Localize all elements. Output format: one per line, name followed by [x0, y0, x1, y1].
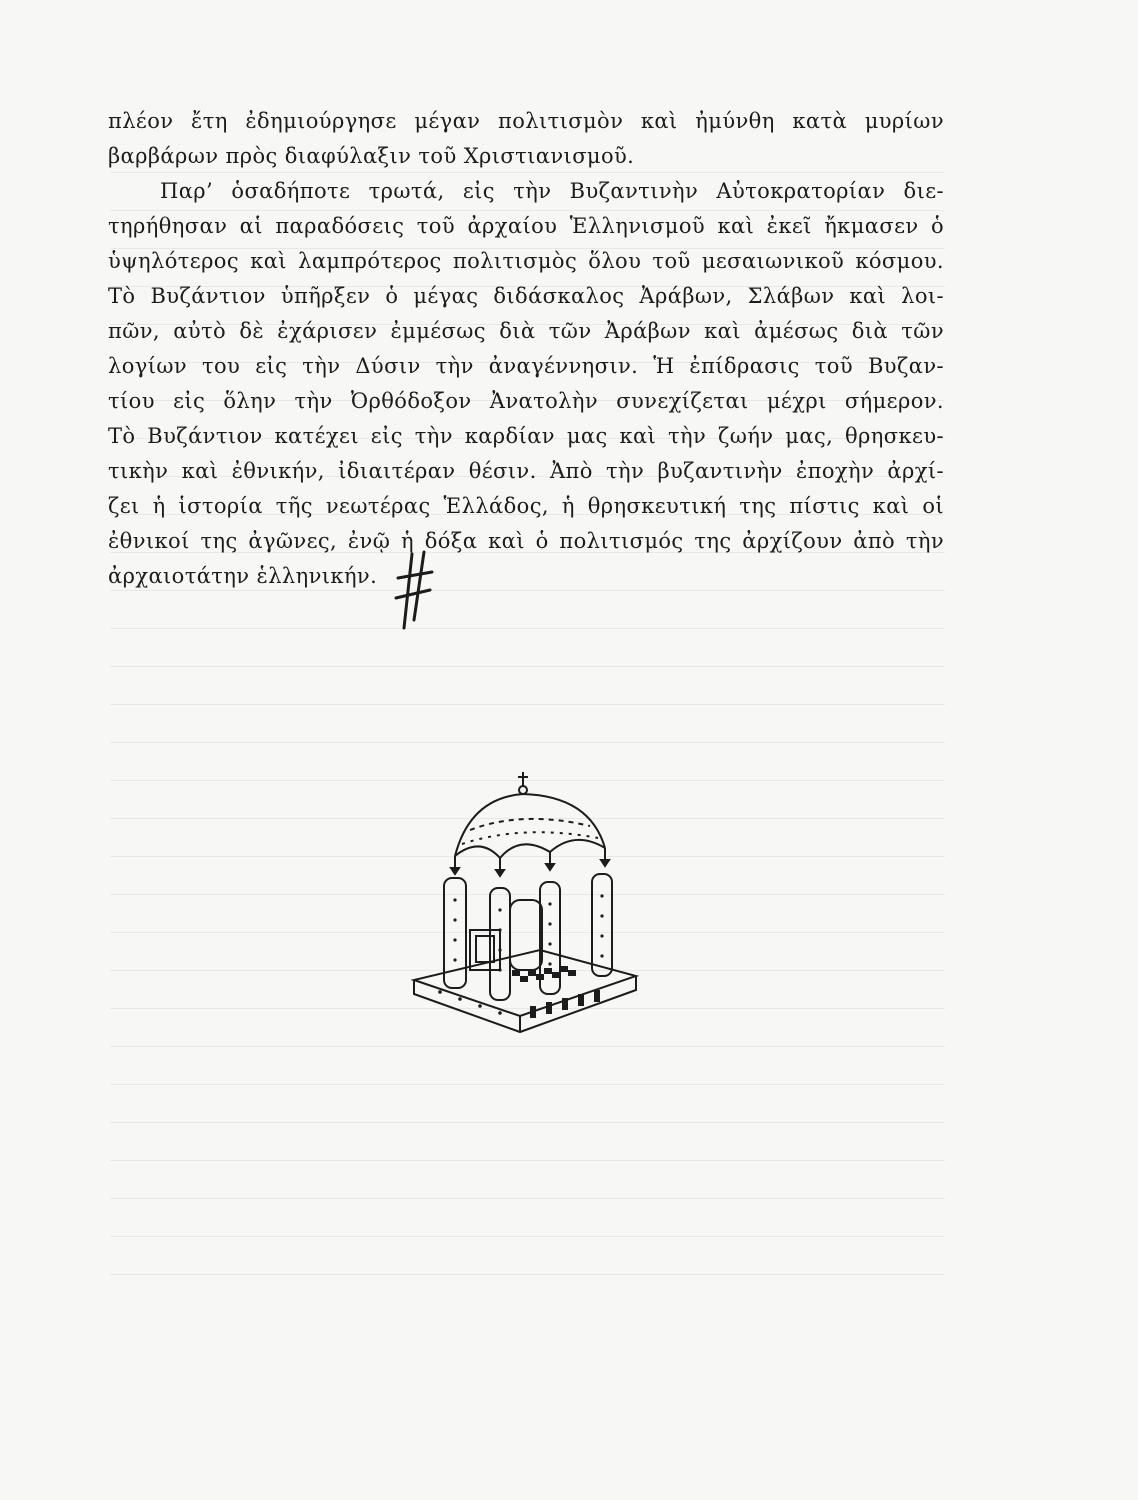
text-line: Παρ’ ὁσαδήποτε τρωτά, εἰς τὴν Βυζαντινὴν Αὐτοκρατορίαν διε- [160, 179, 944, 203]
text-line: τηρήθησαν αἱ παραδόσεις τοῦ ἀρχαίου Ἑλληνισμοῦ καὶ ἐκεῖ ἤκμασεν ὁ [108, 214, 944, 238]
text-line: Τὸ Βυζάντιον κατέχει εἰς τὴν καρδίαν μας καὶ τὴν ζωήν μας, θρησκευ- [108, 424, 944, 448]
text-line: λογίων του εἰς τὴν Δύσιν τὴν ἀναγέννησιν. Ἡ ἐπίδρασις τοῦ Βυζαν- [108, 354, 944, 378]
text-line: ὑψηλότερος καὶ λαμπρότερος πολιτισμὸς ὅλου τοῦ μεσαιωνικοῦ κόσμου. [108, 249, 944, 273]
byzantine-canopy-throne-icon [400, 770, 640, 1040]
paragraph-1 [108, 104, 944, 174]
body-text [108, 104, 944, 594]
text-line: ἀρχαιοτάτην ἑλληνικήν. [108, 564, 378, 588]
text-line: τικὴν καὶ ἐθνικήν, ἰδιαιτέραν θέσιν. Ἀπὸ τὴν βυζαντινὴν ἐποχὴν ἀρχί- [108, 459, 944, 483]
text-line: πῶν, αὐτὸ δὲ ἐχάρισεν ἐμμέσως διὰ τῶν Ἀράβων καὶ ἀμέσως διὰ τῶν [108, 319, 944, 343]
text-line: Τὸ Βυζάντιον ὑπῆρξεν ὁ μέγας διδάσκαλος Ἀράβων, Σλάβων καὶ λοι- [108, 284, 944, 308]
text-line: ζει ἡ ἱστορία τῆς νεωτέρας Ἑλλάδος, ἡ θρησκευτική της πίστις καὶ οἱ [108, 494, 944, 518]
text-line: ἐθνικοί της ἀγῶνες, ἐνῷ ἡ δόξα καὶ ὁ πολιτισμός της ἀρχίζουν ἀπὸ τὴν [108, 529, 944, 553]
handwritten-hash-mark-icon [392, 548, 436, 634]
paragraph-2 [108, 174, 944, 594]
text-line: πλέον ἔτη ἐδημιούργησε μέγαν πολιτισμὸν καὶ ἠμύνθη κατὰ μυρίων [108, 109, 944, 133]
text-line: τίου εἰς ὅλην τὴν Ὀρθόδοξον Ἀνατολὴν συνεχίζεται μέχρι σήμερον. [108, 389, 944, 413]
text-line: βαρβάρων πρὸς διαφύλαξιν τοῦ Χριστιανισμοῦ. [108, 144, 635, 168]
